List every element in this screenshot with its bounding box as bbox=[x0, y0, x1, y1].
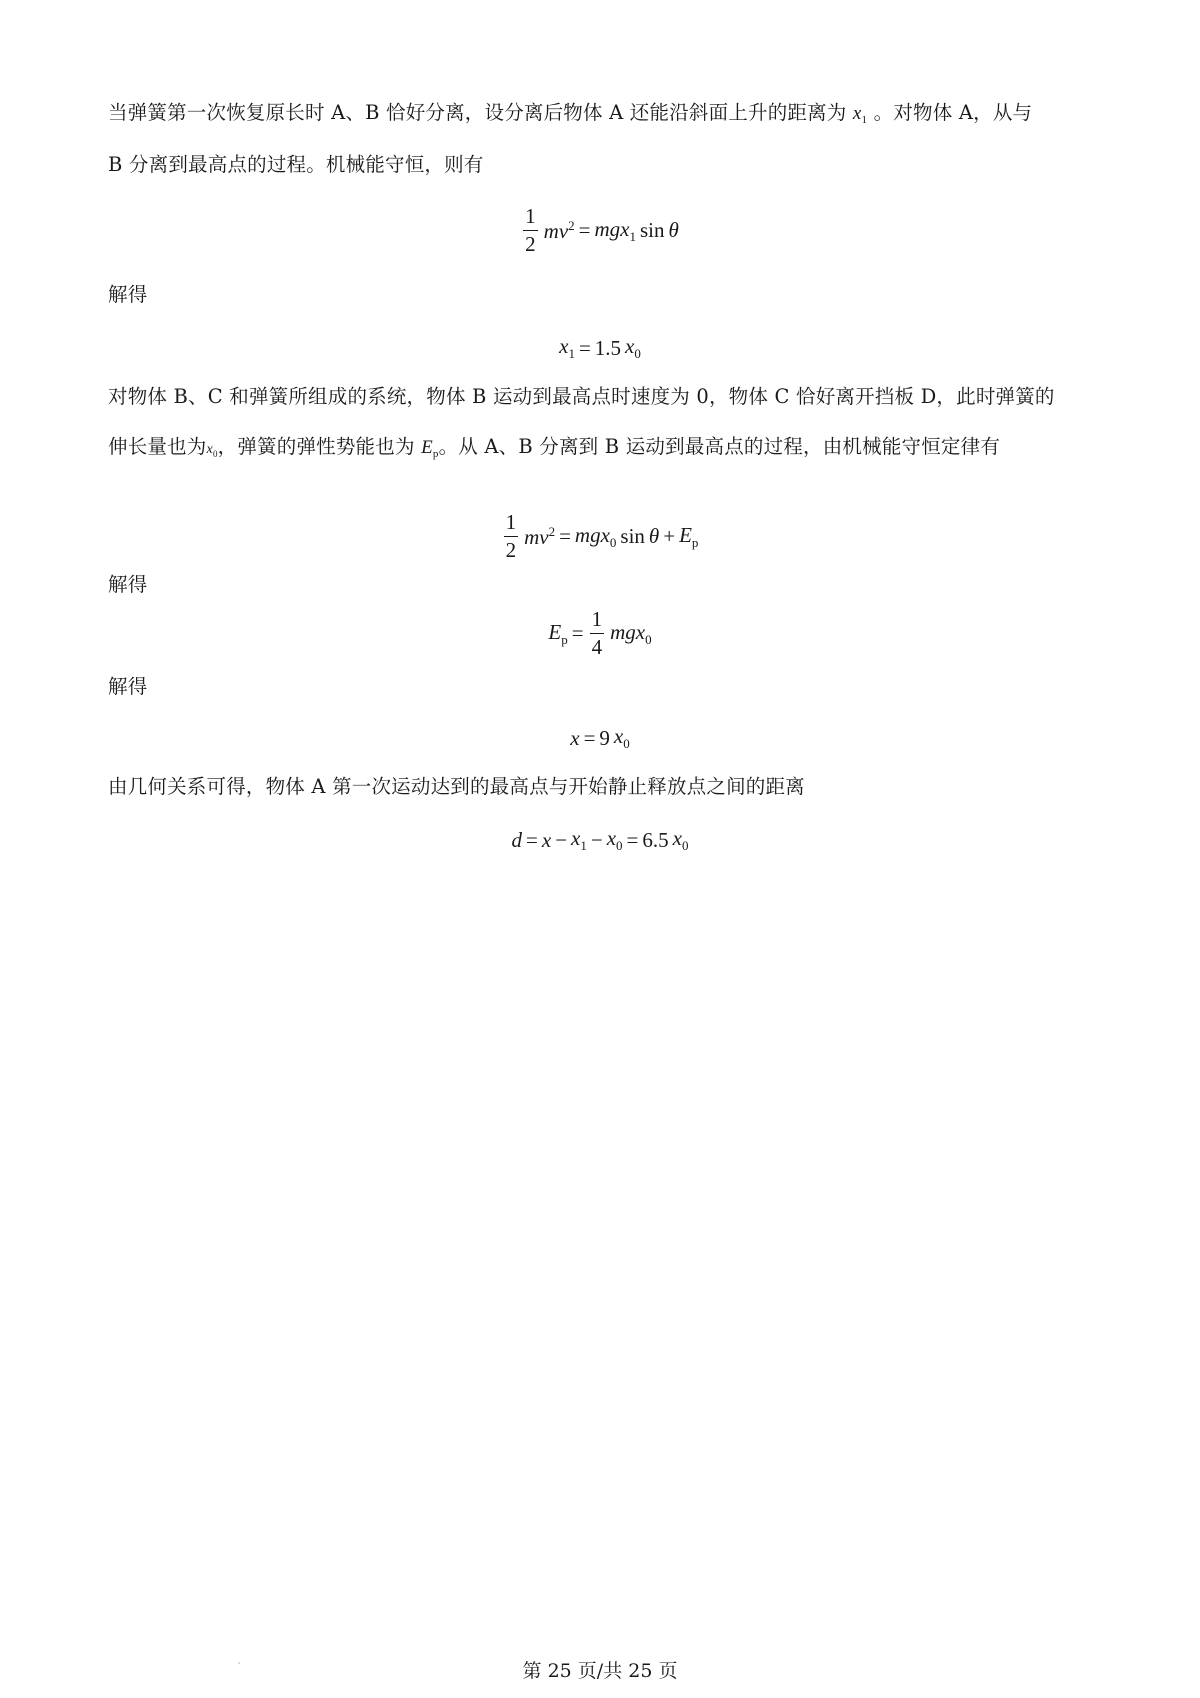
paragraph-text: 当弹簧第一次恢复原长时 A、B 恰好分离，设分离后物体 A 还能沿斜面上升的距离为 bbox=[108, 101, 847, 124]
equation-4: $E_p$ = $\frac{1}{4}$ mgx$_0$ bbox=[548, 607, 652, 660]
equation-3: $\frac{1}{2}$ $mv^2$ = mgx$_0$ sin θ + $E_p$ bbox=[505, 510, 699, 563]
paragraph-2-line-2: 伸长量也为$x_0$，弹簧的弹性势能也为 $E_p$。从 A、B 分离到 B 运动到最高点的过程，由机械能守恒定律有 bbox=[108, 435, 1001, 460]
fraction: $\frac{1}{2}$ bbox=[505, 510, 517, 563]
solve-label-3: 解得 bbox=[108, 675, 148, 698]
inline-variable: $x_0$ bbox=[206, 442, 218, 459]
paragraph-2-line-1: 对物体 B、C 和弹簧所组成的系统，物体 B 运动到最高点时速度为 0，物体 C 恰好离开挡板 D，此时弹簧的 bbox=[108, 385, 1055, 408]
inline-variable: $E_p$ bbox=[421, 437, 439, 460]
equation-1: $\frac{1}{2}$ $mv^2$ = mgx$_1$ sin θ bbox=[525, 204, 679, 257]
inline-variable: $x_1$ bbox=[852, 103, 868, 126]
equation-5: x = 9 $x_0$ bbox=[570, 724, 630, 752]
fraction: $\frac{1}{2}$ bbox=[525, 204, 536, 257]
solve-label-1: 解得 bbox=[108, 283, 148, 306]
equation-2: $x_1$ = 1.5 $x_0$ bbox=[559, 334, 641, 362]
solve-label-2: 解得 bbox=[108, 573, 148, 596]
equation-6: d = x − $x_1$ − $x_0$ = 6.5 $x_0$ bbox=[511, 826, 689, 854]
paragraph-3: 由几何关系可得，物体 A 第一次运动达到的最高点与开始静止释放点之间的距离 bbox=[108, 775, 805, 798]
paragraph-1-line-2: B 分离到最高点的过程。机械能守恒，则有 bbox=[108, 153, 484, 176]
paragraph-text: 。对物体 A，从与 bbox=[873, 101, 1033, 124]
fraction: $\frac{1}{4}$ bbox=[591, 607, 603, 660]
page-number-footer: 第 25 页/共 25 页 bbox=[522, 1660, 678, 1682]
